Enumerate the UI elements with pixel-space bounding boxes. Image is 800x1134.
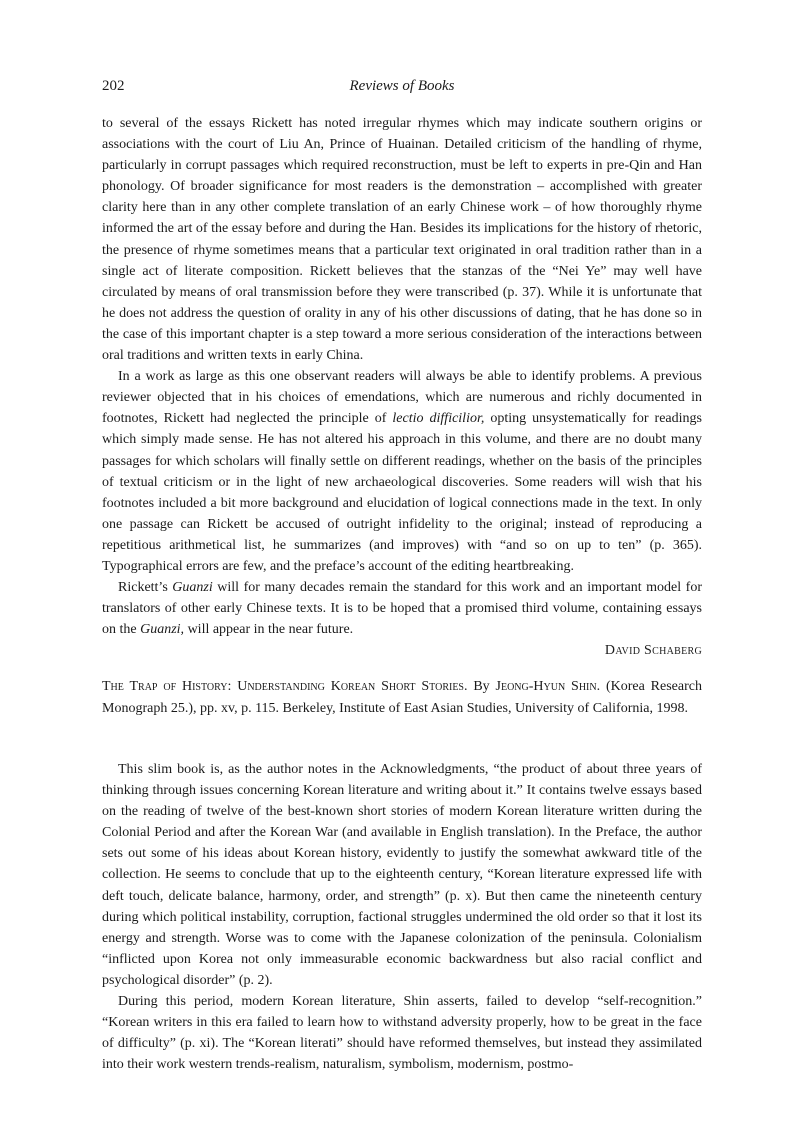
review-1-paragraph-2-text-a: In a work as large as this one observant readers will always be able to identify problems. A previous reviewer objected that in his choices of emendations, which are numerous and richly documented in footnotes, Rickett had neglected the principle of <box>102 369 702 427</box>
review-2-paragraph-1: This slim book is, as the author notes in the Acknowledgments, “the product of about three years of thinking through issues concerning Korean literature and writing about it.” It contains twelve essays based on the reading of twelve of the best-known short stories of modern Korean literature written during the Colonial Period and after the Korean War (and available in English translation). In the Preface, the author sets out some of his ideas about Korean history, evidently to justify the somewhat awkward title of the collection. He seems to conclude that up to the eighteenth century, “Korean literature expressed life with deft touch, delicate balance, harmony, order, and strength” (p. x). But then came the nineteenth century during which political instability, corruption, factional struggles undermined the old order so that it lost its energy and strength. Worse was to come with the Japanese colonization of the peninsula. Colonialism “inflicted upon Korea not only immeasurable economic backwardness but also racial conflict and psychological disorder” (p. 2). <box>102 762 702 988</box>
review-1-paragraph-2-italic: lectio difficilior, <box>392 411 485 427</box>
review-2-paragraph-2: During this period, modern Korean literature, Shin asserts, failed to develop “self-recognition.” “Korean writers in this era failed to learn how to withstand adversity properly, how to be great in the face of difficulty” (p. xi). The “Korean literati” should have reformed themselves, but instead they assimilated into their work western trends-realism, naturalism, symbolism, modernism, postmo- <box>102 994 702 1073</box>
page-header <box>102 78 702 100</box>
book-details: (Korea Research Monograph 25.), pp. xv, p. 115. Berkeley, Institute of East Asian Studies, University of California, 1998. <box>102 679 702 716</box>
review-2-body <box>102 759 702 1075</box>
review-1-paragraph-1: to several of the essays Rickett has noted irregular rhymes which may indicate southern origins or associations with the court of Liu An, Prince of Huainan. Detailed criticism of the handling of rhyme, particularly in corrupt passages which required reconstruction, must be left to experts in pre-Qin and Han phonology. Of broader significance for most readers is the demonstration – accomplished with greater clarity here than in any other complete translation of an early Chinese work – of how thoroughly rhyme informed the art of the essay before and during the Han. Besides its implications for the history of rhetoric, the presence of rhyme sometimes means that a particular text originated in oral tradition rather than in a single act of literate composition. Rickett believes that the stanzas of the “Nei Ye” may well have circulated by means of oral transmission before they were transcribed (p. 37). While it is unfortunate that he does not address the question of orality in any of his other discussions of dating, that he has done so in the case of this important chapter is a step toward a more serious consideration of the interactions between oral traditions and written texts in early China. <box>102 116 702 364</box>
review-1-paragraph-3-text-a: Rickett’s <box>118 580 173 596</box>
page-number: 202 <box>102 78 125 94</box>
book-by: By <box>467 679 496 694</box>
book-author: Jeong-Hyun Shin. <box>495 679 601 694</box>
review-1-paragraph-2-text-b: opting unsystematically for readings which simply made sense. He has not altered his approach in this volume, and there are no doubt many passages for which scholars will finally settle on different readings, whether on the basis of the principles of textual criticism or in the light of new archaeological discoveries. Some readers will wish that his footnotes included a bit more background and elucidation of logical connections made in the text. In only one passage can Rickett be accused of outright infidelity to the original; instead of reproducing a repetitious arithmetical list, he summarizes (and improves) with “and so on up to ten” (p. 365). Typographical errors are few, and the preface’s account of the editing heartbreaking. <box>102 411 702 574</box>
review-1-paragraph-3 <box>102 577 702 640</box>
review-1-paragraph-3-text-b: will for many decades remain the standard for this work and an important model for translators of other early Chinese texts. It is to be hoped that a promised third volume, containing essays on the <box>102 580 702 638</box>
review-1-paragraph-3-text-c: will appear in the near future. <box>184 622 354 638</box>
book-title: The Trap of History: Understanding Korean Short Stories. <box>102 679 468 694</box>
review-1-paragraph-2 <box>102 366 702 577</box>
review-1-paragraph-3-italic-1: Guanzi <box>172 580 213 596</box>
review-2-citation <box>102 676 702 719</box>
review-1-paragraph-3-italic-2: Guanzi, <box>140 622 185 638</box>
review-1-body <box>102 113 702 661</box>
running-head: Reviews of Books <box>349 78 455 94</box>
review-2-heading <box>102 676 702 719</box>
reviewer-signature: David Schaberg <box>604 643 702 659</box>
